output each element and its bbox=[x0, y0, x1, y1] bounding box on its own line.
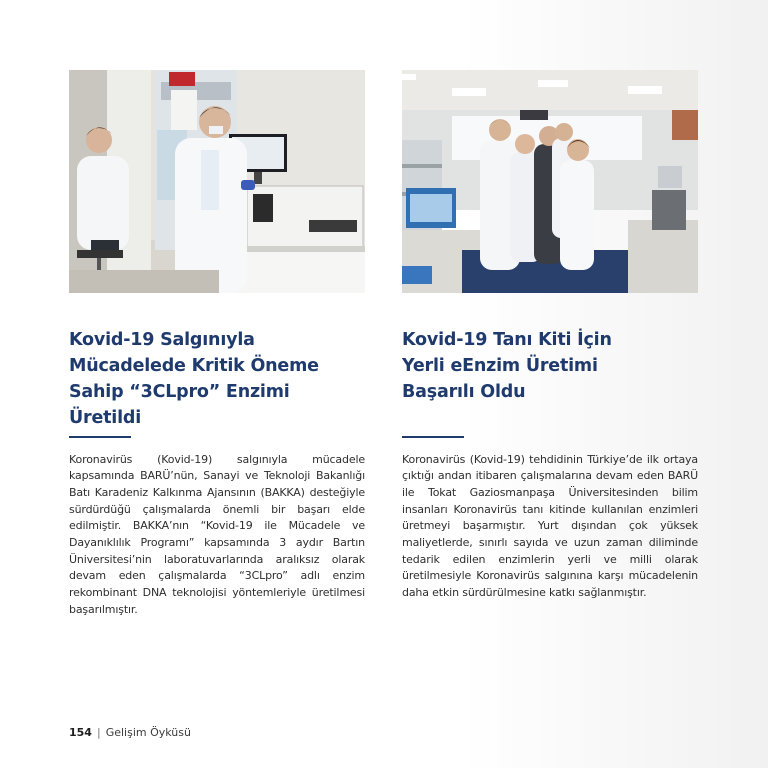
lab-team-photo bbox=[402, 70, 698, 293]
article-right-photo bbox=[402, 70, 698, 293]
lab-researchers-photo bbox=[69, 70, 365, 293]
body-paragraph: Koronavirüs (Kovid-19) tehdidinin Türkiye’de ilk ortaya çıktığı andan itibaren çalışmalarına devam eden BARÜ ile Tokat Gaziosmanpaşa Üniversitesinden bilim insanları Koronavirüs tanı kitinde kullanılan enzimleri üretmeyi başarmıştır. Yurt dışından çok yüksek maliyetlerde, sınırlı sayıda ve uzun zaman diliminde tedarik edilen enzimlerin yerli ve milli olarak üretilmesiyle Koronavirüs salgınına karşı mücadelenin daha etkin sürdürülmesine katkı sağlanmıştır. bbox=[402, 452, 698, 600]
title-line: Başarılı Oldu bbox=[402, 382, 526, 402]
title-line: Sahip “3CLpro” Enzimi Üretildi bbox=[69, 382, 290, 428]
page-number: 154 bbox=[69, 726, 92, 739]
article-left-photo bbox=[69, 70, 365, 293]
title-divider bbox=[69, 436, 131, 438]
title-line: Mücadelede Kritik Öneme bbox=[69, 356, 319, 376]
title-divider bbox=[402, 436, 464, 438]
article-right-title bbox=[402, 327, 698, 405]
title-line: Kovid-19 Salgınıyla bbox=[69, 330, 255, 350]
page-footer bbox=[69, 726, 191, 739]
title-line: Kovid-19 Tanı Kiti İçin bbox=[402, 330, 612, 350]
article-left bbox=[69, 70, 365, 619]
body-paragraph: Koronavirüs (Kovid-19) salgınıyla mücadele kapsamında BARÜ’nün, Sanayi ve Teknoloji Bakanlığı Batı Karadeniz Kalkınma Ajansının (BAKKA) desteğiyle sürdürdüğü çalışmalarda önemli bir başarı elde edilmiştir. BAKKA’nın “Kovid-19 ile Mücadele ve Dayanıklılık Programı” kapsamında 3 aydır Bartın Üniversitesi’nin laboratuvarlarında aralıksız olarak devam eden çalışmalarda “3CLpro” adlı enzim rekombinant DNA teknolojisi yöntemleriyle üretilmesi başarılmıştır. bbox=[69, 452, 365, 616]
article-right bbox=[402, 70, 698, 602]
footer-separator: | bbox=[96, 726, 101, 739]
article-left-body bbox=[69, 452, 365, 619]
title-line: Yerli eEnzim Üretimi bbox=[402, 356, 598, 376]
article-left-title bbox=[69, 327, 365, 428]
section-name: Gelişim Öyküsü bbox=[105, 726, 191, 739]
article-right-body bbox=[402, 452, 698, 602]
